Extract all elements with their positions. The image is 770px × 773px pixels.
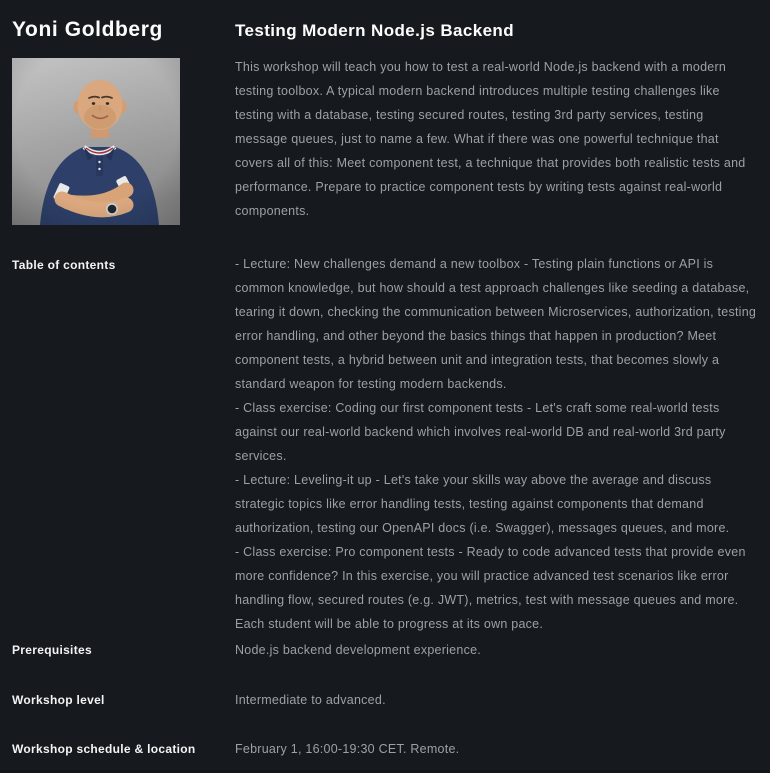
prerequisites-label: Prerequisites	[12, 643, 92, 657]
prerequisites-row	[0, 638, 770, 662]
workshop-schedule-label: Workshop schedule & location	[12, 742, 196, 756]
workshop-level-row	[0, 688, 770, 712]
workshop-schedule-row	[0, 737, 770, 761]
workshop-level-value: Intermediate to advanced.	[235, 693, 386, 707]
speaker-photo	[12, 58, 180, 225]
workshop-schedule-value: February 1, 16:00-19:30 CET. Remote.	[235, 742, 460, 756]
speaker-column	[12, 0, 235, 225]
portrait-vignette	[12, 58, 180, 225]
workshop-title: Testing Modern Node.js Backend	[235, 21, 515, 40]
toc-label: Table of contents	[12, 258, 116, 272]
header-section	[0, 0, 770, 225]
workshop-level-label: Workshop level	[12, 693, 105, 707]
prerequisites-value: Node.js backend development experience.	[235, 643, 482, 657]
workshop-description: This workshop will teach you how to test a real-world Node.js backend with a modern testing toolbox. A typical modern backend introduces multiple testing challenges like testing with a database, testing secured routes, testing 3rd party services, testing message queues, just to name a few. What if there was one powerful technique that covers all of this: Meet component test, a technique that provides both realistic tests and performance. Prepare to practice component tests by writing tests against real-world components.	[235, 60, 746, 218]
speaker-name: Yoni Goldberg	[12, 18, 163, 41]
workshop-intro-column	[235, 0, 758, 223]
toc-section	[0, 252, 770, 631]
toc-text: - Lecture: New challenges demand a new toolbox - Testing plain functions or API is common knowledge, but how should a test approach challenges like seeding a database, tearing it down, checking the communication between Microservices, authorization, testing error handling, and other beyond the basics things that happen in production? Meet component tests, a hybrid between unit and integration tests, that becomes slowly a standard weapon for testing modern backends. - Class exercise: Coding our first component tests - Let's craft some real-world tests against our real-world backend which involves real-world DB and real-world 3rd party services. - Lecture: Leveling-it up - Let's take your skills way above the average and discuss strategic topics like error handling tests, testing against components that demand authorization, testing our OpenAPI docs (i.e. Swagger), messages queues, and more. - Class exercise: Pro component tests - Ready to code advanced tests that provide even more confidence? In this exercise, you will practice advanced test scenarios like error handling flow, secured routes (e.g. JWT), metrics, test with message queues and more. Each student will be able to progress at its own pace.	[235, 257, 757, 631]
